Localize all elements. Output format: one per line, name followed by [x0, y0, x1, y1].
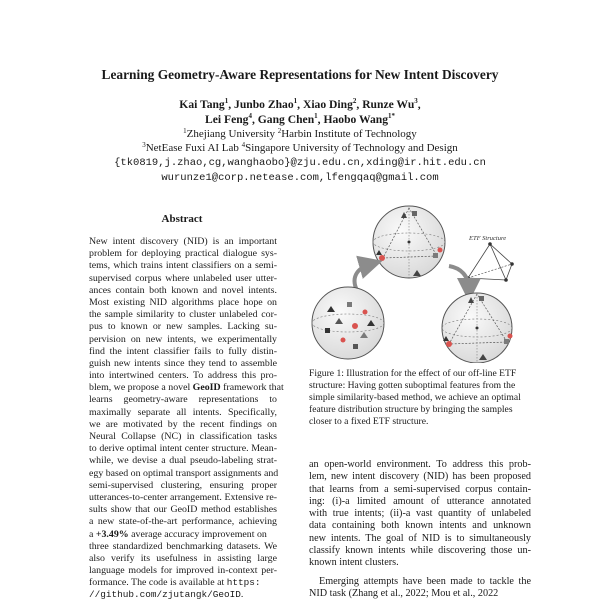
- intro-line: lem, new intent discovery (NID) has been proposed: [309, 471, 531, 483]
- caption-line: simple similarity-based method, we achieve an optimal: [309, 392, 521, 403]
- author-name: Lei Feng: [205, 113, 249, 126]
- abstract-line: we are motivated by the recent findings on: [89, 418, 277, 430]
- paper-title: Learning Geometry-Aware Representations for New Intent Discovery: [101, 67, 499, 82]
- authors-line-2: Lei Feng$^4$, Gang Chen$^1$, Haobo Wang$^{1*}$: [205, 112, 395, 126]
- abstract-text: formance. The code is available at: [89, 577, 225, 589]
- abstract-line: semi-supervised clustering, ensuring proper: [89, 479, 277, 491]
- author-sup: 4: [248, 112, 252, 120]
- left-sphere: [312, 287, 384, 359]
- abstract-line: into intertwined centers. To address this pro-: [89, 370, 277, 382]
- intro-line: with true intents; (ii)-a vast quantity of unlabeled: [309, 508, 531, 520]
- caption-line: Figure 1: Illustration for the effect of our off-line ETF: [309, 368, 517, 379]
- author-name: Xiao Ding: [302, 98, 353, 111]
- method-name: GeoID: [192, 382, 221, 394]
- abstract-line: problem for deploying practical dialogue sys-: [89, 248, 277, 260]
- abstract-line: a new state-of-the-art performance, achieving: [89, 516, 277, 528]
- abstract-line: pus to known or new samples. Lacking su-: [89, 321, 277, 333]
- abstract-line: three standardized benchmarking datasets. We: [89, 540, 277, 552]
- abstract-line: while, we devise a dual pseudo-labeling strat-: [89, 455, 277, 467]
- intro-line: Emerging attempts have been made to tackle the: [319, 575, 531, 587]
- abstract-line: [89, 529, 277, 541]
- author-sup: 1: [293, 97, 298, 105]
- author-sup: 1: [314, 112, 318, 120]
- abstract-text: a: [89, 528, 94, 540]
- abstract-line: the sample similarity to cluster unlabeled cor-: [89, 309, 277, 321]
- authors-line-1: Kai Tang$^1$, Junbo Zhao$^1$, Xiao Ding$^2$, Runze Wu$^3$,: [179, 97, 421, 111]
- affil-text: Harbin Institute of Technology: [281, 128, 417, 140]
- affil-sup: 1: [183, 127, 187, 135]
- abstract-line: Most existing NID algorithms place hope on: [89, 296, 277, 308]
- author-name: Junbo Zhao: [234, 98, 294, 111]
- etf-tetrahedron: [466, 242, 514, 282]
- right-sphere: [442, 293, 513, 363]
- figure-caption: [309, 368, 531, 428]
- abstract-line: New intent discovery (NID) is an important: [89, 236, 277, 247]
- abstract-line: [89, 577, 277, 589]
- caption-line: closer to a fixed ETF structure.: [309, 416, 429, 427]
- affil-sup: 2: [277, 127, 282, 135]
- caption-line: feature distribution structure by bringing the samples: [309, 404, 513, 415]
- intro-line: known intent clusters.: [309, 557, 399, 569]
- intro-line: classify known intents while discovering those un-: [309, 545, 531, 557]
- figure-1: [309, 198, 531, 363]
- affiliation-line-2: [0, 142, 600, 154]
- intro-text: [309, 459, 531, 600]
- intro-line: new intents. The goal of NID is to simultaneously: [309, 532, 531, 544]
- intro-line: data containing both known intents and unknown: [309, 520, 531, 532]
- abstract-line: [89, 382, 284, 394]
- intro-line: ing: (i)-a limited amount of utterance annotated: [309, 495, 531, 507]
- abstract-line: pervision on new intents, we experimentally: [89, 333, 277, 345]
- abstract-line: guish new intents since they tend to assemble: [89, 357, 277, 369]
- affil-text: Zhejiang University: [186, 128, 278, 140]
- author-name: Gang Chen: [257, 113, 315, 126]
- code-link[interactable]: //github.com/zjutangk/GeoID: [89, 589, 241, 601]
- author-name: Kai Tang: [179, 98, 225, 111]
- intro-line: that learns from a semi-supervised corpus contain-: [309, 483, 531, 495]
- abstract-line: sults show that our GeoID method establishes: [89, 504, 277, 516]
- top-sphere: [373, 206, 445, 278]
- abstract-line: supervised corpus where unlabeled user utter-: [89, 272, 277, 284]
- intro-line: NID task (Zhang et al., 2022; Mou et al., 2022: [309, 587, 499, 599]
- affiliation-line-1: [0, 128, 600, 140]
- abstract-line: also verify its usefulness in assisting large: [89, 552, 277, 564]
- code-link-prefix[interactable]: https:: [226, 577, 261, 589]
- arrow-right: [449, 266, 469, 290]
- figure-illustration: [309, 198, 531, 363]
- affil-sup: 3: [142, 141, 146, 149]
- abstract-line: learns geometry-aware representations to: [89, 394, 277, 406]
- author-sup: 3: [414, 97, 418, 105]
- abstract-line: utterances-to-center arrangement. Extensive re-: [89, 491, 277, 503]
- abstract-body: [89, 236, 284, 602]
- author-sup: 1*: [388, 112, 395, 120]
- abstract-line: egy based on optimal transport assignments and: [89, 467, 279, 479]
- affil-text: NetEase Fuxi AI Lab: [145, 142, 242, 154]
- affil-text: Singapore University of Technology and Design: [245, 142, 458, 154]
- caption-line: structure: Having gotten suboptimal features from the: [309, 380, 516, 391]
- affil-sup: 4: [241, 141, 246, 149]
- abstract-line: Neural Collapse (NC) in classification tasks: [89, 431, 277, 442]
- gain-value: +3.49%: [95, 528, 129, 540]
- email-line-1: {tk0819,j.zhao,cg,wanghaobo}@zju.edu.cn,xding@ir.hit.edu.cn: [114, 157, 486, 169]
- abstract-text: blem, we propose a novel: [89, 382, 191, 394]
- abstract-line: find the intent classifier fails to fully distin-: [89, 345, 277, 357]
- abstract-line: maximally separate all intents. Specifically,: [89, 406, 277, 418]
- author-name: Haobo Wang: [323, 113, 388, 126]
- abstract-text: .: [240, 589, 244, 601]
- intro-line: an open-world environment. To address this prob-: [309, 459, 531, 470]
- abstract-line: to derive optimal intent center structure. Mean-: [89, 443, 277, 455]
- author-sup: 2: [352, 97, 357, 105]
- abstract-line: language models for improved in-context per-: [89, 565, 277, 577]
- abstract-text: average accuracy improvement on: [128, 528, 267, 540]
- abstract-text: framework that: [220, 382, 284, 394]
- abstract-line: tems, which trains intent classifiers on a semi-: [89, 260, 277, 272]
- author-sup: 1: [224, 97, 229, 105]
- author-name: Runze Wu: [362, 98, 415, 111]
- abstract-line: ances contain both known and novel intents.: [89, 284, 277, 296]
- email-line-2: wurunze1@corp.netease.com,lfengqaq@gmail.com: [161, 172, 439, 184]
- etf-label: ETF Structure: [469, 235, 507, 242]
- abstract-heading: Abstract: [161, 213, 203, 225]
